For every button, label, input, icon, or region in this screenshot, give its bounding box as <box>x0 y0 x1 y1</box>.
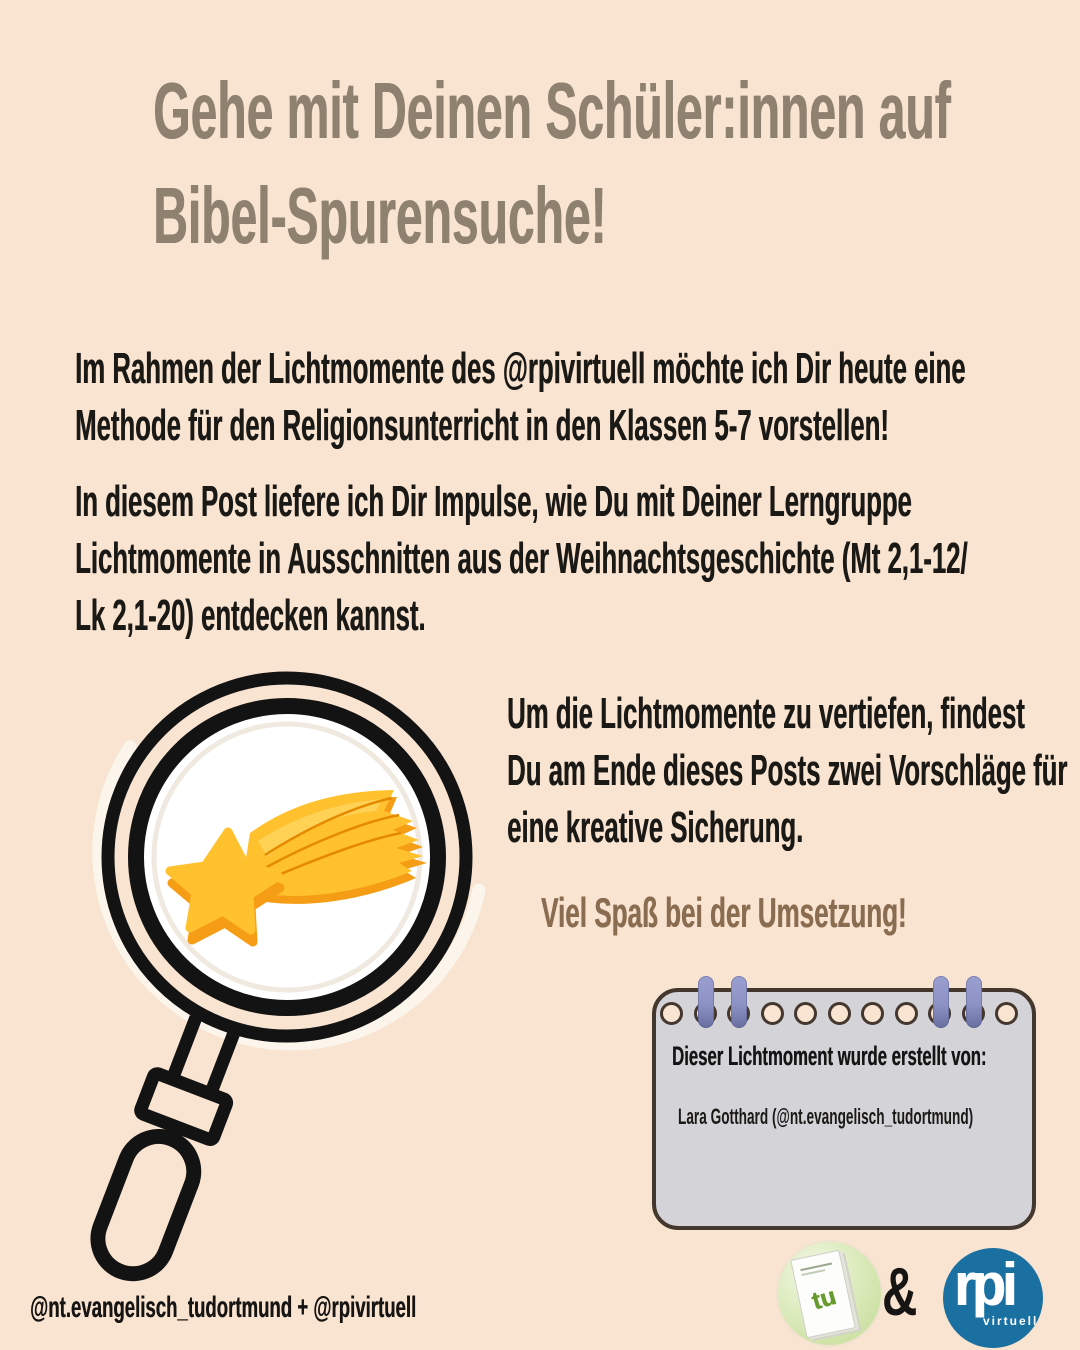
binder-ring <box>933 976 949 1028</box>
deepen-paragraph <box>507 685 1067 856</box>
page-title <box>153 58 950 268</box>
notepad-hole <box>995 1002 1018 1025</box>
title-line-2: Bibel-Spurensuche! <box>153 171 607 260</box>
deepen-line-2: Du am Ende dieses Posts zwei Vorschläge für <box>507 746 1068 795</box>
magnifier-handle <box>84 1011 251 1285</box>
binder-ring <box>698 976 714 1028</box>
notepad-author: Lara Gotthard (@nt.evangelisch_tudortmund) <box>678 1104 974 1129</box>
intro-line-2: Methode für den Religionsunterricht in den Klassen 5-7 vorstellen! <box>75 401 889 450</box>
notepad-hole <box>761 1002 784 1025</box>
footer-handles: @nt.evangelisch_tudortmund + @rpivirtuell <box>30 1291 417 1324</box>
rpi-logo-sublabel: virtuell <box>983 1314 1039 1328</box>
magnifying-glass-icon <box>20 645 500 1325</box>
binder-ring <box>966 976 982 1028</box>
impulse-paragraph <box>75 473 968 644</box>
notepad-hole <box>861 1002 884 1025</box>
notepad-hole <box>660 1002 683 1025</box>
tu-dortmund-logo <box>778 1242 881 1345</box>
title-line-1: Gehe mit Deinen Schüler:innen auf <box>153 66 951 155</box>
binder-ring <box>731 976 747 1028</box>
notepad-hole <box>895 1002 918 1025</box>
impulse-line-2: Lichtmomente in Ausschnitten aus der Weihnachtsgeschichte (Mt 2,1-12/ <box>75 534 968 583</box>
rpi-logo-label: rpi <box>954 1251 1014 1318</box>
notepad-heading: Dieser Lichtmoment wurde erstellt von: <box>672 1041 987 1071</box>
tu-book-graphic <box>790 1250 856 1339</box>
deepen-line-3: eine kreative Sicherung. <box>507 803 804 852</box>
notepad-hole <box>828 1002 851 1025</box>
impulse-line-3: Lk 2,1-20) entdecken kannst. <box>75 591 426 640</box>
fun-wish-line: Viel Spaß bei der Umsetzung! <box>541 889 907 936</box>
impulse-line-1: In diesem Post liefere ich Dir Impulse, wie Du mit Deiner Lerngruppe <box>75 477 912 526</box>
intro-line-1: Im Rahmen der Lichtmomente des @rpivirtuell möchte ich Dir heute eine <box>75 344 966 393</box>
rpi-virtuell-logo <box>943 1248 1043 1348</box>
notepad-hole <box>794 1002 817 1025</box>
tu-logo-label: tu <box>808 1282 840 1316</box>
intro-paragraph <box>75 340 965 454</box>
deepen-line-1: Um die Lichtmomente zu vertiefen, findest <box>507 689 1025 738</box>
ampersand: & <box>882 1254 918 1330</box>
